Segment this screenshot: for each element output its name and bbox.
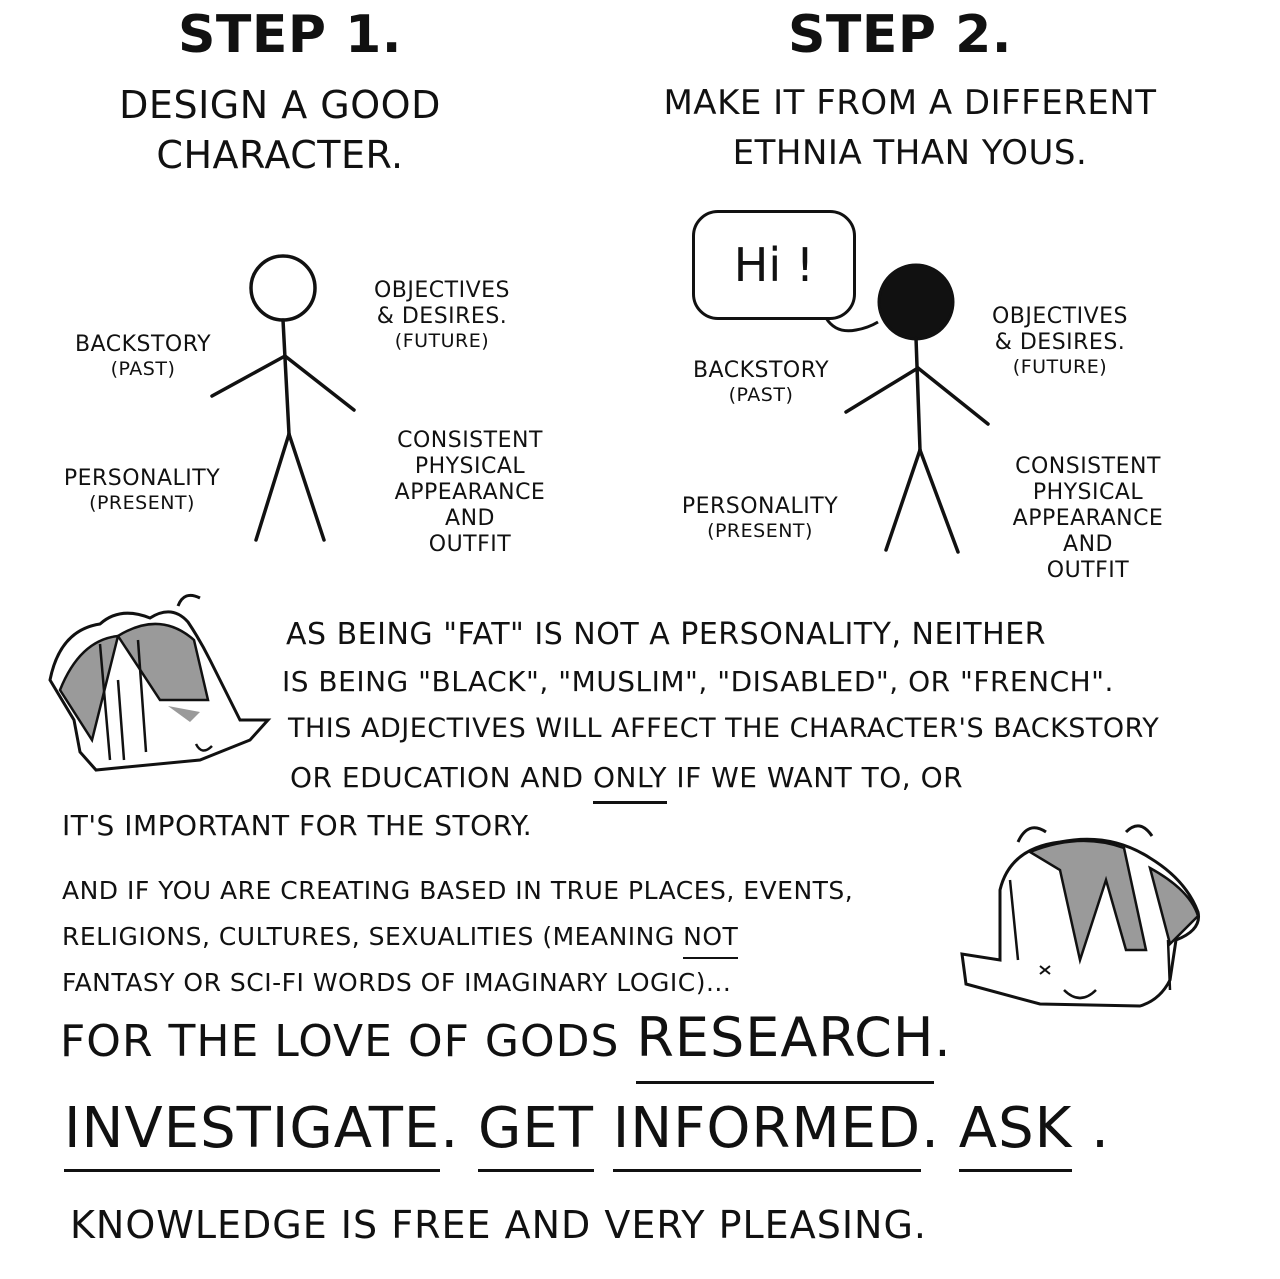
research-word: RESEARCH: [636, 1010, 934, 1084]
paragraph1-line1: AS BEING "FAT" IS NOT A PERSONALITY, NEITHER: [286, 617, 1046, 652]
speech-bubble-text: Hi !: [733, 238, 815, 292]
period-1: .: [440, 1096, 460, 1161]
closing-line1-post: .: [934, 1010, 952, 1068]
step2-subtitle-line2: ETHNIA THAN YOUS.: [732, 133, 1088, 173]
step2-personality-label: [680, 494, 840, 542]
step1-present-text: (PRESENT): [89, 491, 195, 514]
step2-objectives-text: OBJECTIVES: [991, 304, 1128, 329]
step2-desires-text: & DESIRES.: [994, 329, 1126, 355]
get-word: GET: [478, 1100, 594, 1172]
paragraph1-line5: IT'S IMPORTANT FOR THE STORY.: [62, 809, 533, 842]
informed-word: INFORMED: [613, 1100, 921, 1172]
step2-and-text: AND: [1063, 531, 1113, 557]
paragraph1-line3: THIS ADJECTIVES WILL AFFECT THE CHARACTER'S BACKSTORY: [288, 713, 1160, 744]
closing-line1-pre: FOR THE LOVE OF GODS: [60, 1016, 620, 1067]
step2-backstory-label: [684, 358, 838, 406]
closing-line2: [64, 1096, 1110, 1172]
step1-subtitle-line1: DESIGN A GOOD: [119, 83, 441, 127]
step1-consistent-text: CONSISTENT: [397, 428, 543, 453]
closing-line3: KNOWLEDGE IS FREE AND VERY PLEASING.: [70, 1203, 927, 1247]
step1-and-text: AND: [445, 505, 495, 531]
step2-present-text: (PRESENT): [707, 519, 813, 542]
step1-appearance-label: [380, 428, 560, 558]
step1-outfit-text: OUTFIT: [428, 531, 512, 557]
paragraph2-line2-pre: RELIGIONS, CULTURES, SEXUALITIES (MEANING: [62, 922, 675, 951]
investigate-word: INVESTIGATE: [64, 1100, 440, 1172]
step1-physical-text: PHYSICAL: [414, 453, 526, 479]
step1-objectives-label: [362, 278, 522, 352]
step1-appearance-text: APPEARANCE: [394, 479, 546, 505]
ask-word: ASK: [959, 1100, 1073, 1172]
paragraph1-line4-pre: OR EDUCATION AND: [290, 761, 584, 794]
step2-subtitle-line1: MAKE IT FROM A DIFFERENT: [663, 83, 1157, 123]
paragraph1-line4-post: IF WE WANT TO, OR: [676, 761, 964, 794]
paragraph1-line4: [290, 756, 963, 804]
step2-future-text: (FUTURE): [1012, 355, 1108, 378]
step2-backstory-sub: (PAST): [728, 383, 794, 406]
step1-title: STEP 1.: [177, 5, 403, 65]
step1-personality-label: [62, 466, 222, 514]
step2-consistent-text: CONSISTENT: [1015, 454, 1161, 479]
step2-appearance-text: APPEARANCE: [1012, 505, 1164, 531]
step1-subtitle-line2: CHARACTER.: [156, 133, 404, 177]
paragraph2-line1: AND IF YOU ARE CREATING BASED IN TRUE PLACES, EVENTS,: [62, 876, 854, 905]
step1-backstory-label: [68, 332, 218, 380]
period-2: .: [921, 1096, 940, 1161]
step2-appearance-label: [998, 454, 1178, 584]
step1-personality-text: PERSONALITY: [63, 466, 221, 491]
step2-objectives-label: [980, 304, 1140, 378]
step1-backstory-sub: (PAST): [110, 357, 176, 380]
step2-title: STEP 2.: [787, 5, 1013, 65]
step2-physical-text: PHYSICAL: [1032, 479, 1144, 505]
step2-outfit-text: OUTFIT: [1046, 557, 1130, 583]
step2-personality-text: PERSONALITY: [681, 494, 839, 519]
step1-desires-text: & DESIRES.: [376, 303, 508, 329]
closing-line1: [60, 1006, 952, 1084]
step1-future-text: (FUTURE): [394, 329, 490, 352]
speech-bubble: [692, 210, 856, 320]
step1-objectives-text: OBJECTIVES: [373, 278, 510, 303]
paragraph2-line2: [62, 918, 738, 959]
paragraph1-line2: IS BEING "BLACK", "MUSLIM", "DISABLED", OR "FRENCH".: [282, 665, 1114, 698]
step2-backstory-text: BACKSTORY: [692, 358, 830, 383]
stick-figure-head-filled-icon: [879, 265, 953, 339]
paragraph2-not-word: NOT: [683, 918, 738, 959]
period-3: .: [1072, 1096, 1110, 1161]
paragraph1-only-word: ONLY: [593, 756, 667, 804]
stick-figure-head-icon: [251, 256, 315, 320]
paragraph2-line3: FANTASY OR SCI-FI WORDS OF IMAGINARY LOGIC)...: [62, 968, 732, 997]
step1-backstory-text: BACKSTORY: [74, 332, 212, 357]
